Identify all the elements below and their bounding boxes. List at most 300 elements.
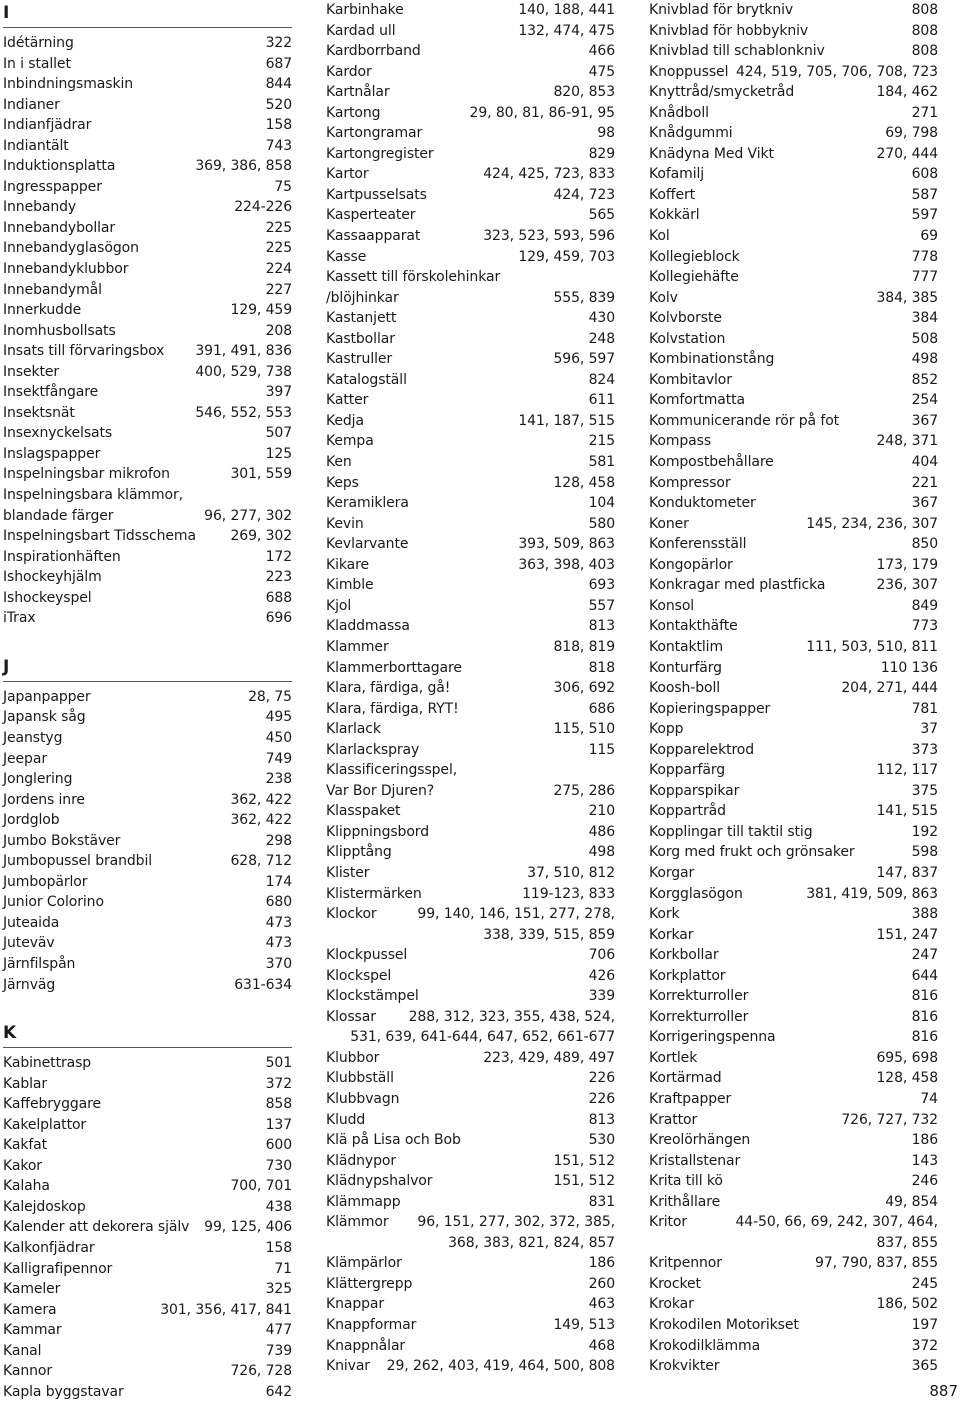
page-references: 368, 383, 821, 824, 857: [448, 1234, 615, 1251]
index-term: Kopparspikar: [649, 782, 740, 799]
page-references: 375: [911, 782, 938, 799]
page-references: 581: [588, 454, 615, 471]
index-term: Innebandyglasögon: [3, 240, 139, 257]
page-references: 816: [911, 1008, 938, 1025]
index-term: Knivblad för hobbykniv: [649, 22, 809, 39]
page-references: 132, 474, 475: [518, 22, 615, 39]
page-references: 69, 798: [885, 125, 938, 142]
index-term: Korg med frukt och grönsaker: [649, 844, 855, 861]
index-entry: [3, 933, 292, 954]
index-entry: [649, 658, 938, 679]
index-term: Kopplingar till taktil stig: [649, 823, 813, 840]
index-term: Indiantält: [3, 137, 69, 154]
index-entry: [326, 1192, 615, 1213]
index-term: Kollegiehäfte: [649, 269, 739, 286]
index-term: Kasse: [326, 248, 367, 265]
index-entry: [3, 33, 292, 54]
index-term: Jumbopussel brandbil: [3, 853, 153, 870]
page-references: 369, 386, 858: [195, 158, 292, 175]
page-references: 226: [588, 1070, 615, 1087]
index-term: Krokodilen Motorikset: [649, 1317, 799, 1333]
index-term: Korrekturroller: [649, 988, 749, 1005]
index-entry: [3, 872, 292, 893]
page-references: 608: [911, 166, 938, 183]
page-references: 400, 529, 738: [195, 363, 292, 380]
index-entry: [3, 485, 292, 506]
index-entry: [3, 790, 292, 811]
index-term: Klistermärken: [326, 885, 422, 902]
index-term: iTrax: [3, 610, 36, 627]
page-references: 686: [588, 700, 615, 717]
index-term: Koner: [649, 515, 689, 532]
index-term: Kardborrband: [326, 43, 421, 60]
page-references: 546, 552, 553: [195, 404, 292, 421]
index-term: Inslagspapper: [3, 445, 101, 462]
index-entry: [3, 1115, 292, 1136]
page-references: 693: [588, 577, 615, 594]
page-references: 849: [911, 597, 938, 614]
page-references: 141, 515: [876, 803, 938, 820]
page-references: 365: [911, 1358, 938, 1375]
index-term: Knivar: [326, 1358, 370, 1375]
index-term: Klippningsbord: [326, 823, 429, 840]
index-term: Klassificeringsspel,: [326, 762, 458, 779]
page-references: 339: [588, 988, 615, 1005]
index-entry: [3, 341, 292, 362]
page-references: 225: [265, 240, 292, 257]
index-term: Klockstämpel: [326, 988, 419, 1005]
page-references: 99, 140, 146, 151, 277, 278,: [417, 906, 615, 923]
index-term: Knådboll: [649, 104, 709, 121]
index-entry: [3, 1279, 292, 1300]
index-entry: [649, 925, 938, 946]
page-references: 611: [588, 392, 615, 409]
index-term: Klädnypor: [326, 1152, 397, 1169]
page-references: 726, 727, 732: [841, 1111, 938, 1128]
index-entry: [649, 288, 938, 309]
index-entry: [3, 707, 292, 728]
index-entry: [649, 1089, 938, 1110]
index-entry: [326, 596, 615, 617]
index-entry: [326, 1089, 615, 1110]
index-entry: [326, 1356, 615, 1377]
index-entry: [649, 986, 938, 1007]
index-entry: [326, 21, 615, 42]
index-entry: [649, 123, 938, 144]
index-term: Kassaapparat: [326, 228, 421, 245]
page-references: 306, 692: [553, 680, 615, 697]
index-term: Knappnålar: [326, 1337, 406, 1354]
index-entry: [326, 719, 615, 740]
index-entry: [3, 608, 292, 629]
index-term: Knyttråd/smycketråd: [649, 84, 795, 101]
index-term: Kartong: [326, 104, 381, 121]
page-references: 726, 728: [230, 1363, 292, 1380]
index-entry: [326, 493, 615, 514]
index-term: Kaffebryggare: [3, 1096, 102, 1113]
index-term: Insexnyckelsats: [3, 425, 113, 442]
page-references: 808: [911, 22, 938, 39]
page-references: 37: [920, 721, 938, 738]
index-term: Konturfärg: [649, 659, 722, 676]
page-references: 820, 853: [553, 84, 615, 101]
page-references: 29, 80, 81, 86-91, 95: [469, 104, 615, 121]
page-references: 362, 422: [230, 812, 292, 829]
index-term: Klammer: [326, 638, 389, 655]
index-entry: [3, 362, 292, 383]
index-entry: [326, 82, 615, 103]
index-term: Kongopärlor: [649, 556, 733, 573]
index-term: Kartongregister: [326, 145, 434, 162]
page-references: 322: [265, 35, 292, 51]
index-term: Kompass: [649, 433, 712, 450]
page-references: 498: [911, 351, 938, 368]
index-entry: [3, 1094, 292, 1115]
index-term: Järnväg: [3, 976, 56, 993]
page-references: 700, 701: [230, 1178, 292, 1195]
page-references: 186: [911, 1132, 938, 1149]
index-entry: [649, 822, 938, 843]
index-term: Knädyna Med Vikt: [649, 145, 774, 162]
page-references: 818, 819: [553, 638, 615, 655]
index-entry: [3, 810, 292, 831]
page-references: 739: [265, 1342, 292, 1359]
page-references: 143: [911, 1152, 938, 1169]
index-entry: [326, 164, 615, 185]
index-entry: [649, 1192, 938, 1213]
index-entry: [326, 123, 615, 144]
page-references: 158: [265, 1239, 292, 1256]
page-references: 381, 419, 509, 863: [806, 885, 938, 902]
index-entry: [3, 1259, 292, 1280]
page-references: 224: [265, 261, 292, 278]
index-entry: [326, 1233, 615, 1254]
page-references: 852: [911, 371, 938, 388]
index-term: Indianer: [3, 96, 60, 113]
page-references: 424, 723: [553, 186, 615, 203]
page-references: 450: [265, 729, 292, 746]
index-entry: [326, 370, 615, 391]
index-term: Kimble: [326, 577, 374, 594]
index-term: Kamera: [3, 1301, 57, 1318]
index-term: Kastruller: [326, 351, 393, 368]
page-references: 688: [265, 589, 292, 606]
page-references: 837, 855: [876, 1234, 938, 1251]
page-references: 112, 117: [876, 762, 938, 779]
index-term: Korrekturroller: [649, 1008, 749, 1025]
page-references: 338, 339, 515, 859: [483, 926, 615, 943]
page-references: 367: [911, 495, 938, 512]
page-references: 642: [265, 1383, 292, 1400]
index-entry: [649, 473, 938, 494]
page-references: 404: [911, 454, 938, 471]
index-entry: [649, 534, 938, 555]
index-term: Insekter: [3, 363, 60, 380]
page-references: 508: [911, 330, 938, 347]
index-entry: [649, 616, 938, 637]
page-references: 147, 837: [876, 864, 938, 881]
page-references: 141, 187, 515: [518, 412, 615, 429]
index-term: Konsol: [649, 597, 695, 614]
page-references: 808: [911, 43, 938, 60]
page-references: 393, 509, 863: [518, 536, 615, 553]
index-term: Kopparfärg: [649, 762, 726, 779]
index-entry: [3, 1176, 292, 1197]
page-references: 96, 151, 277, 302, 372, 385,: [417, 1214, 615, 1231]
page-references: 687: [265, 55, 292, 72]
page-references: 128, 458: [553, 474, 615, 491]
index-term: Kanal: [3, 1342, 42, 1359]
index-term: Kolv: [649, 289, 678, 306]
index-entry: [326, 1315, 615, 1336]
index-term: Krithållare: [649, 1193, 721, 1210]
index-entry: [3, 403, 292, 424]
page-references: 71: [274, 1260, 292, 1277]
page-references: 706: [588, 947, 615, 964]
index-entry: [649, 555, 938, 576]
page-references: 223, 429, 489, 497: [483, 1049, 615, 1066]
page-references: 192: [911, 823, 938, 840]
index-entry: [3, 831, 292, 852]
index-term: Krokar: [649, 1296, 694, 1313]
index-entry: [3, 197, 292, 218]
index-entry: [3, 1361, 292, 1382]
index-term: Kablar: [3, 1075, 48, 1092]
index-entry: [3, 954, 292, 975]
page-references: 245: [911, 1275, 938, 1292]
index-term: Inspelningsbara klämmor,: [3, 487, 183, 504]
index-entry: [649, 1294, 938, 1315]
index-term: Inspelningsbart Tidsschema: [3, 528, 196, 545]
index-term: Idétärning: [3, 35, 74, 51]
index-entry: [3, 74, 292, 95]
page-references: 473: [265, 935, 292, 952]
page-references: 111, 503, 510, 811: [806, 638, 938, 655]
index-term: Innebandyklubbor: [3, 261, 129, 278]
index-entry: [326, 1212, 615, 1233]
page-references: 115, 510: [553, 721, 615, 738]
index-term: Keps: [326, 474, 359, 491]
page-references: 384: [911, 310, 938, 327]
index-entry: [649, 103, 938, 124]
index-term: Induktionsplatta: [3, 158, 116, 175]
index-term: Ishockeyhjälm: [3, 569, 102, 586]
index-entry: [3, 218, 292, 239]
index-term: Var Bor Djuren?: [326, 782, 435, 799]
page-references: 96, 277, 302: [204, 507, 292, 524]
index-term: Knoppussel: [649, 63, 729, 80]
index-term: Koosh-boll: [649, 680, 721, 697]
index-entry: [3, 1053, 292, 1074]
page-references: 248: [588, 330, 615, 347]
index-term: Kalligrafipennor: [3, 1260, 113, 1277]
index-term: Inspirationhäften: [3, 548, 121, 565]
index-term: Klammerborttagare: [326, 659, 462, 676]
index-entry: [326, 1130, 615, 1151]
index-entry: [649, 1068, 938, 1089]
page-references: 363, 398, 403: [518, 556, 615, 573]
index-entry: [649, 863, 938, 884]
index-term: Korgglasögon: [649, 885, 743, 902]
index-entry: [326, 411, 615, 432]
index-term: Innebandymål: [3, 281, 102, 298]
index-term: Kolvstation: [649, 330, 726, 347]
index-term: Kasperteater: [326, 207, 416, 224]
page-references: 149, 513: [553, 1317, 615, 1333]
page-references: 777: [911, 269, 938, 286]
index-entry: [3, 526, 292, 547]
index-term: Inspelningsbar mikrofon: [3, 466, 170, 483]
index-term: Klubbor: [326, 1049, 380, 1066]
index-term: Klipptång: [326, 844, 392, 861]
index-term: blandade färger: [3, 507, 114, 524]
page-references: 74: [920, 1090, 938, 1107]
page-references: 75: [274, 178, 292, 195]
index-term: Kardor: [326, 63, 372, 80]
index-entry: [3, 851, 292, 872]
index-entry: [326, 1294, 615, 1315]
index-entry: [326, 390, 615, 411]
index-entry: [649, 842, 938, 863]
index-entry: [3, 156, 292, 177]
index-entry: [3, 115, 292, 136]
index-term: Kompressor: [649, 474, 731, 491]
index-entry: [326, 514, 615, 535]
index-entry: [649, 884, 938, 905]
page-references: 424, 519, 705, 706, 708, 723: [735, 63, 938, 80]
index-entry: [326, 658, 615, 679]
index-entry: [3, 95, 292, 116]
index-entry: [3, 975, 292, 996]
index-entry: [649, 637, 938, 658]
index-entry: [326, 945, 615, 966]
index-entry: [3, 1320, 292, 1341]
index-entry: [649, 1151, 938, 1172]
index-entry: [649, 1356, 938, 1377]
index-entry: [326, 1274, 615, 1295]
index-term: Indianfjädrar: [3, 117, 92, 134]
index-entry: [326, 842, 615, 863]
page-references: 468: [588, 1337, 615, 1354]
index-entry: [326, 678, 615, 699]
page-references: 158: [265, 117, 292, 134]
index-entry: [649, 185, 938, 206]
index-term: Krattor: [649, 1111, 698, 1128]
index-term: Kikare: [326, 556, 369, 573]
index-term: Jordglob: [3, 812, 60, 829]
index-term: Jumbo Bokstäver: [3, 832, 121, 849]
index-entry: [3, 913, 292, 934]
index-term: Insektsnät: [3, 404, 75, 421]
page-references: 850: [911, 536, 938, 553]
page-references: 210: [588, 803, 615, 820]
index-term: Kontaktlim: [649, 638, 724, 655]
index-entry: [649, 62, 938, 83]
index-term: Kopieringspapper: [649, 700, 771, 717]
page-references: 813: [588, 618, 615, 635]
page-references: 129, 459: [230, 302, 292, 319]
index-entry: [3, 1382, 292, 1402]
page-references: 129, 459, 703: [518, 248, 615, 265]
index-entry: [649, 1315, 938, 1336]
index-entry: [3, 1217, 292, 1238]
page-references: 473: [265, 914, 292, 931]
index-entry: [326, 226, 615, 247]
page-references: 829: [588, 145, 615, 162]
page-references: 587: [911, 186, 938, 203]
index-term: Kalender att dekorera själv: [3, 1219, 190, 1236]
index-entry: [649, 945, 938, 966]
index-entry: [326, 966, 615, 987]
page-references: 384, 385: [876, 289, 938, 306]
index-term: Kakelplattor: [3, 1116, 87, 1133]
page-references: 831: [588, 1193, 615, 1210]
page-references: 184, 462: [876, 84, 938, 101]
index-term: Kombitavlor: [649, 371, 732, 388]
page-references: 247: [911, 947, 938, 964]
section-spacer: [3, 995, 292, 1020]
index-entry: [326, 205, 615, 226]
page-references: 186, 502: [876, 1296, 938, 1313]
page-references: 301, 559: [230, 466, 292, 483]
index-term: Karbinhake: [326, 2, 404, 18]
page-references: 520: [265, 96, 292, 113]
page-references: 238: [265, 771, 292, 788]
index-term: Klubbställ: [326, 1070, 394, 1087]
page-references: 97, 790, 837, 855: [815, 1255, 938, 1272]
index-term: Kalkonfjädrar: [3, 1239, 95, 1256]
page-references: 197: [911, 1317, 938, 1333]
index-entry: [326, 904, 615, 925]
page-references: 186: [588, 1255, 615, 1272]
index-entry: [649, 41, 938, 62]
page-references: 463: [588, 1296, 615, 1313]
index-term: Klister: [326, 864, 370, 881]
index-term: Kraftpapper: [649, 1090, 732, 1107]
index-term: Kludd: [326, 1111, 366, 1128]
page-references: 225: [265, 219, 292, 236]
page-references: 808: [911, 2, 938, 18]
index-entry: [326, 247, 615, 268]
section-letter-heading: I: [3, 0, 292, 28]
index-term: Ken: [326, 454, 352, 471]
index-entry: [3, 444, 292, 465]
page-references: 696: [265, 610, 292, 627]
index-entry: [3, 547, 292, 568]
page-references: 128, 458: [876, 1070, 938, 1087]
index-entry: [649, 82, 938, 103]
index-term: Kardad ull: [326, 22, 396, 39]
page-references: 37, 510, 812: [527, 864, 615, 881]
index-entry: [326, 185, 615, 206]
page-references: 430: [588, 310, 615, 327]
index-entry: [649, 1007, 938, 1028]
index-term: Kakor: [3, 1157, 42, 1174]
index-term: Kofamilj: [649, 166, 705, 183]
index-term: In i stallet: [3, 55, 71, 72]
page-references: 475: [588, 63, 615, 80]
index-entry: [326, 1110, 615, 1131]
page-references: 301, 356, 417, 841: [160, 1301, 292, 1318]
page-references: 98: [597, 125, 615, 142]
page-references: 221: [911, 474, 938, 491]
index-term: Klämpärlor: [326, 1255, 402, 1272]
index-entry: [326, 267, 615, 288]
index-term: Krokvikter: [649, 1358, 720, 1375]
index-entry: [326, 1027, 615, 1048]
index-entry: [649, 781, 938, 802]
index-term: Järnfilspån: [3, 955, 76, 972]
